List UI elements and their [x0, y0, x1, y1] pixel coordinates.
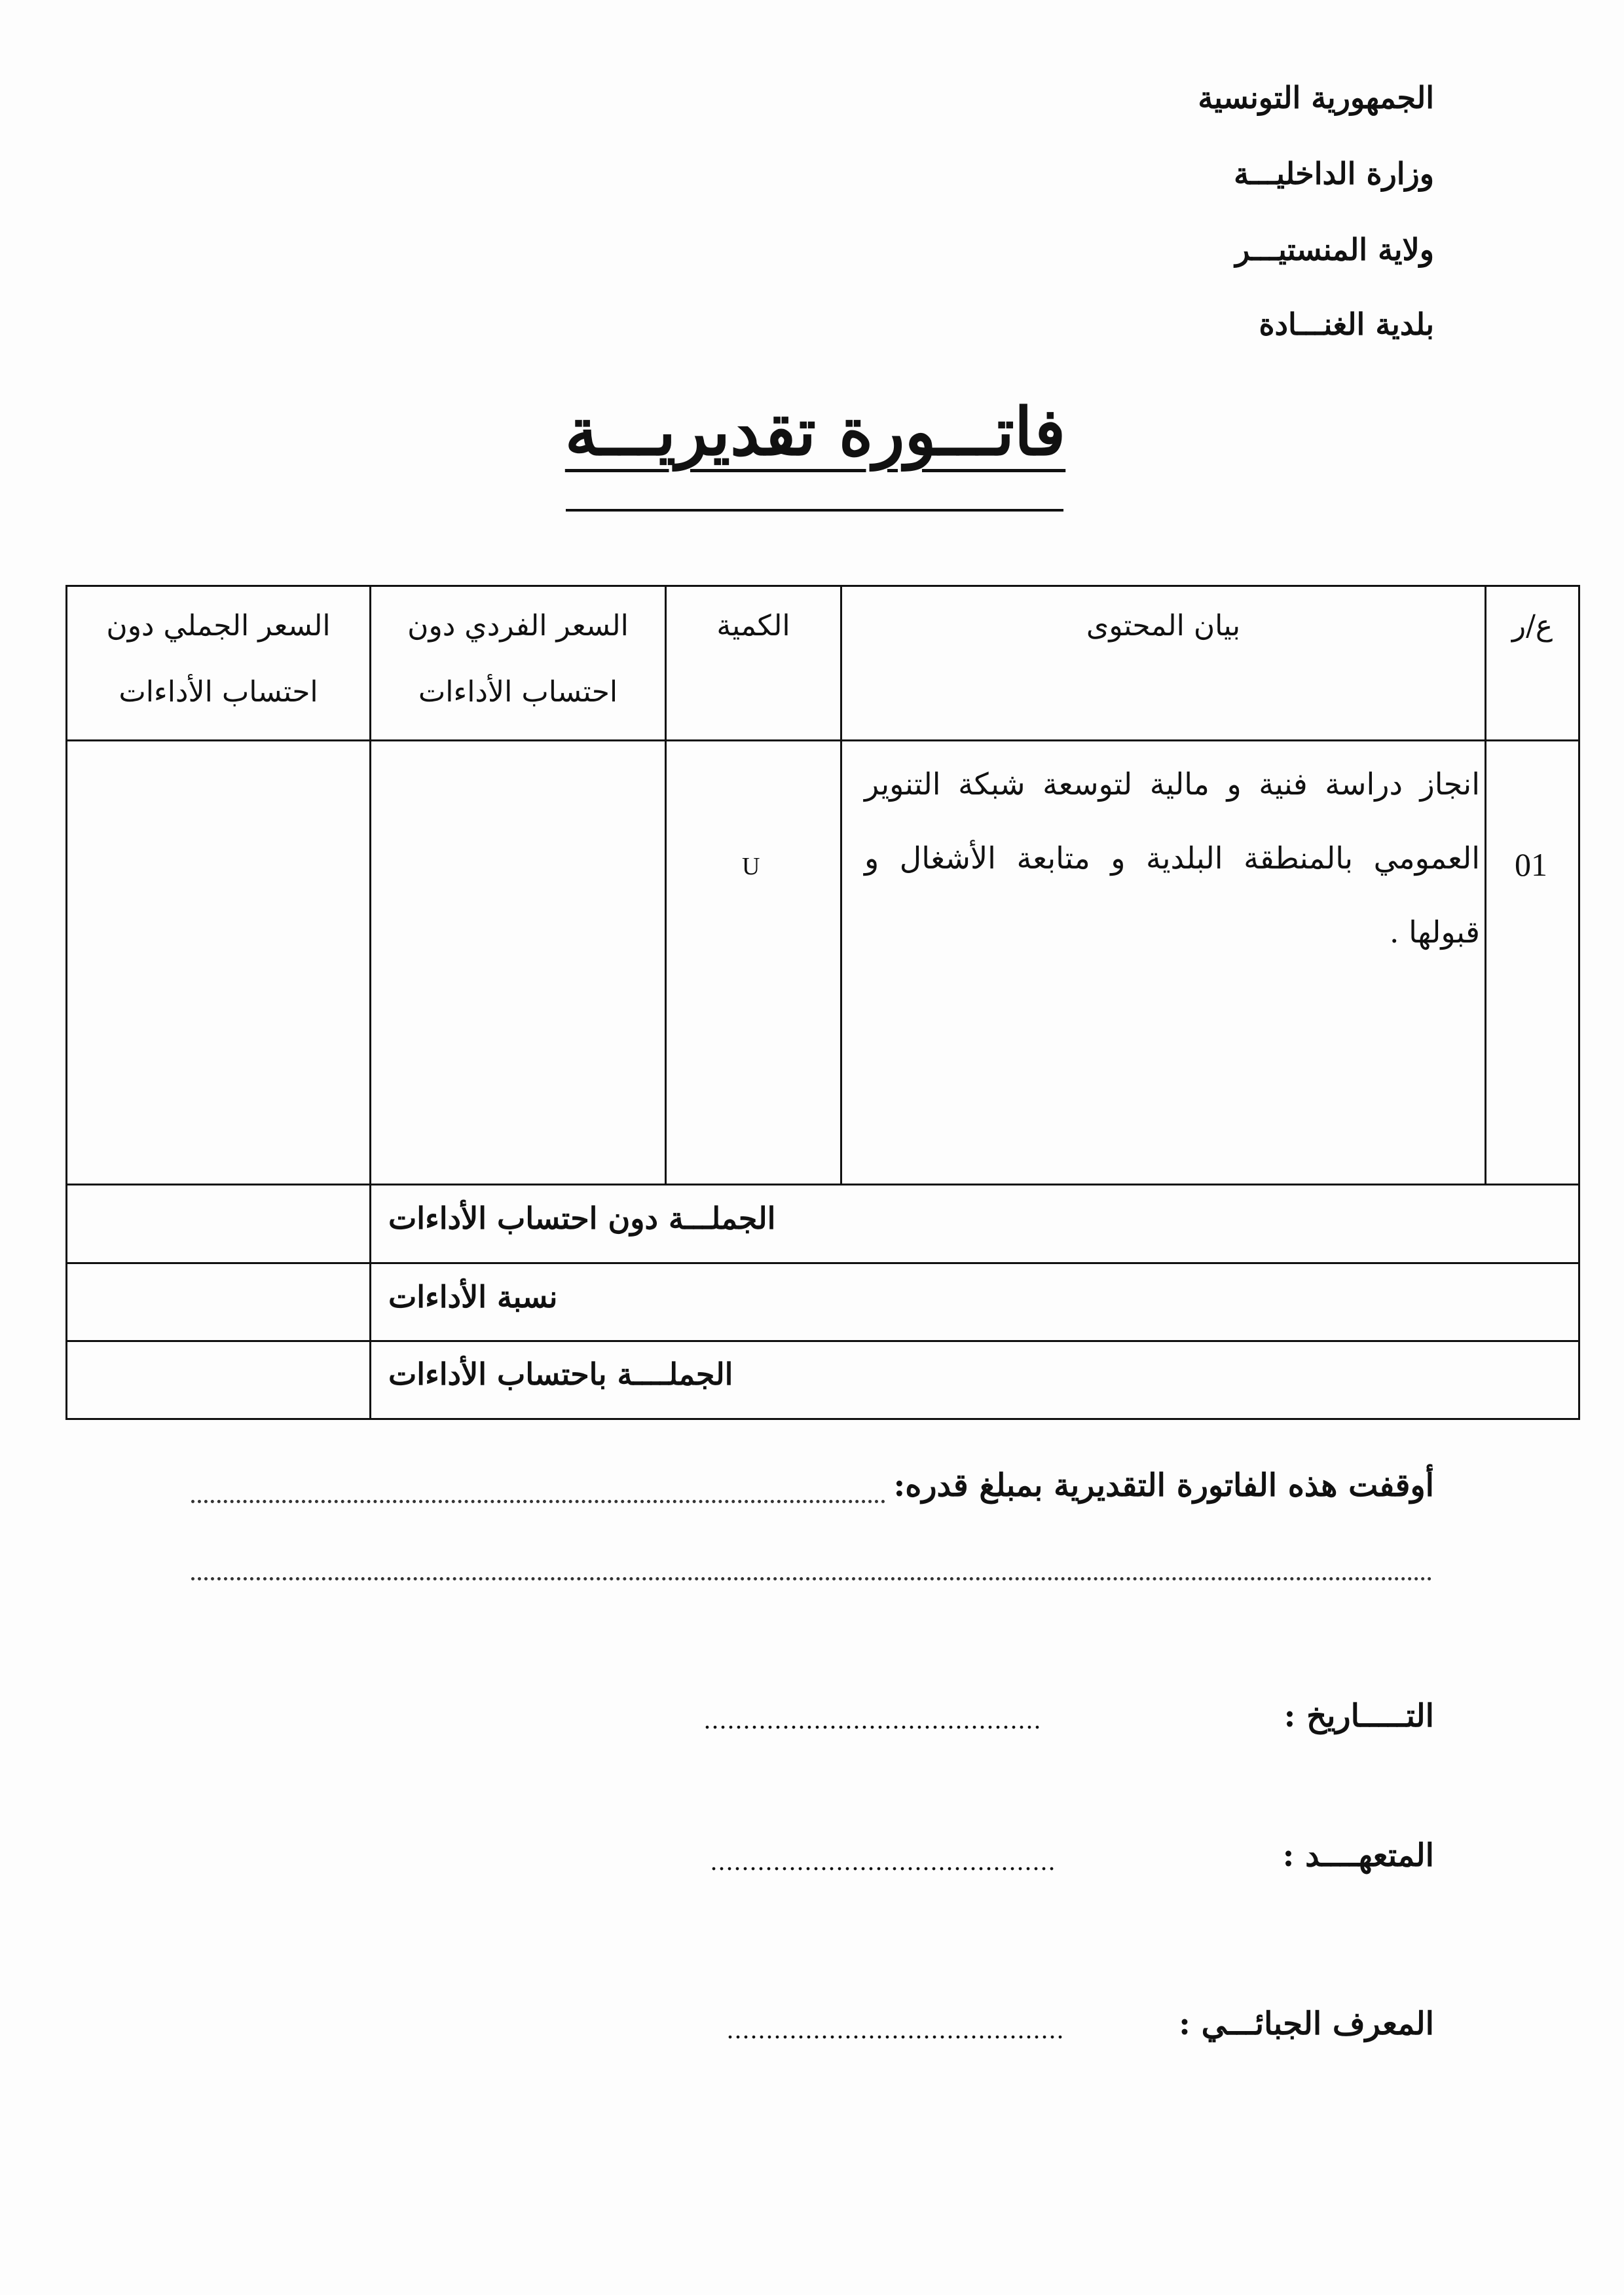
subtotal-label: الجملـــة دون احتساب الأداءات — [388, 1201, 776, 1236]
row-description: انجاز دراسة فنية و مالية لتوسعة شبكة التنوير العمومي بالمنطقة البلدية و متابعة الأشغال و قبولها . — [864, 766, 1480, 950]
amount-dotted-line-1 — [191, 1500, 885, 1503]
row-index: 01 — [1515, 846, 1547, 883]
col-header-description: بيان المحتوى — [1086, 609, 1241, 643]
row-quantity: U — [742, 853, 760, 880]
header-republic: الجمهورية التونسية — [1198, 80, 1434, 115]
contractor-dotted-line: ............................................ — [710, 1846, 1056, 1876]
col-header-unit-price-l1: السعر الفردي دون — [407, 609, 629, 643]
amount-label: أوقفت هذه الفاتورة التقديرية بمبلغ قدره: — [893, 1467, 1434, 1504]
col-divider-desc — [1485, 587, 1486, 1185]
amount-dotted-line-2 — [191, 1577, 1432, 1580]
total-label: الجملــــة باحتساب الأداءات — [388, 1356, 733, 1392]
items-bottom-divider — [67, 1184, 1578, 1185]
col-header-total-price-l2: احتساب الأداءات — [119, 675, 318, 709]
contractor-label: المتعهــــد : — [1282, 1837, 1434, 1874]
header-governorate: ولاية المنستيـــر — [1235, 232, 1434, 267]
totals-divider-2 — [67, 1340, 1578, 1342]
document-title: فاتـــورة تقديريـــة — [564, 393, 1066, 470]
totals-divider-1 — [67, 1262, 1578, 1264]
tax-rate-label: نسبة الأداءات — [388, 1279, 558, 1315]
col-header-total-price-l1: السعر الجملي دون — [106, 609, 331, 643]
invoice-table — [65, 585, 1580, 1420]
date-label: التـــــاريخ : — [1283, 1698, 1434, 1734]
col-header-quantity: الكمية — [716, 609, 790, 643]
date-dotted-line: ........................................... — [704, 1705, 1042, 1734]
col-divider-qty — [840, 587, 842, 1185]
col-header-index: ع/ر — [1511, 609, 1553, 643]
col-header-unit-price-l2: احتساب الأداءات — [418, 675, 618, 709]
header-municipality: بلدية الغنـــادة — [1259, 307, 1434, 342]
tax-id-dotted-line: ........................................... — [727, 2015, 1065, 2044]
col-divider-unit — [665, 587, 667, 1185]
header-row-divider — [67, 739, 1578, 741]
title-double-underline — [566, 509, 1063, 512]
header-ministry: وزارة الداخليـــة — [1234, 156, 1434, 191]
tax-id-label: المعرف الجبائـــي : — [1179, 2006, 1434, 2042]
